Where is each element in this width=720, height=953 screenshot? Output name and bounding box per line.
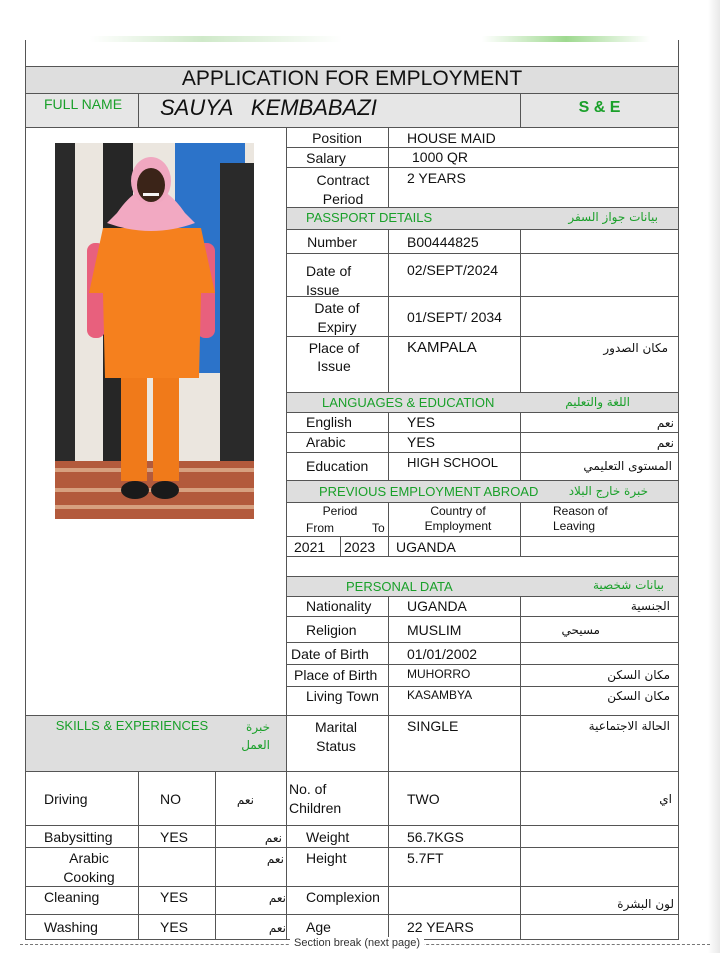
languages-section-title: LANGUAGES & EDUCATION xyxy=(322,395,495,410)
living-town-label: Living Town xyxy=(306,688,379,704)
nationality-ar: الجنسية xyxy=(630,599,670,613)
period-label: Period xyxy=(322,504,358,518)
children-label: No. of Children xyxy=(289,781,342,816)
skills-section-title: SKILLS & EXPERIENCES xyxy=(55,718,209,733)
employment-country: UGANDA xyxy=(396,539,456,555)
passport-number: B00444825 xyxy=(407,234,479,250)
employment-from: 2021 xyxy=(294,539,326,555)
country-of-employment-label: Country of Employment xyxy=(424,504,492,533)
issue-place-label: Place of Issue xyxy=(308,340,360,374)
marital-status-value: SINGLE xyxy=(407,718,459,734)
skill-babysitting-label: Babysitting xyxy=(44,829,113,845)
skill-washing-ar: نعم xyxy=(268,921,286,935)
issue-place: KAMPALA xyxy=(407,339,477,356)
dob-label: Date of Birth xyxy=(291,646,369,662)
employment-section-title-ar: خبرة خارج البلاد xyxy=(568,484,648,498)
reason-of-leaving-label: Reason of Leaving xyxy=(553,504,608,533)
employment-to: 2023 xyxy=(344,539,376,555)
pob-label: Place of Birth xyxy=(294,667,378,683)
passport-number-label: Number xyxy=(307,234,357,250)
children-value: TWO xyxy=(407,791,440,807)
education-label: Education xyxy=(306,458,369,474)
complexion-label: Complexion xyxy=(306,889,380,905)
english-label: English xyxy=(306,414,352,430)
to-label: To xyxy=(372,521,385,535)
passport-section-title: PASSPORT DETAILS xyxy=(306,210,433,225)
skill-cleaning-ar: نعم xyxy=(268,891,286,905)
agency-code: S & E xyxy=(578,99,621,116)
skill-washing-label: Washing xyxy=(44,919,98,935)
form-title: APPLICATION FOR EMPLOYMENT xyxy=(181,67,523,90)
skill-babysitting-value: YES xyxy=(160,829,189,845)
skill-driving-value: NO xyxy=(160,791,181,807)
education-value-ar: المستوى التعليمي xyxy=(583,459,672,473)
english-value: YES xyxy=(407,414,436,430)
contract-label: Contract Period xyxy=(316,172,370,207)
personal-section-title: PERSONAL DATA xyxy=(346,579,453,594)
page-edge xyxy=(708,0,720,953)
height-label: Height xyxy=(306,850,347,866)
from-label: From xyxy=(306,521,334,535)
skill-babysitting-ar: نعم xyxy=(264,831,282,845)
full-name: SAUYA KEMBABAZI xyxy=(160,95,377,120)
contract-value: 2 YEARS xyxy=(407,170,466,186)
salary-label: Salary xyxy=(306,150,346,166)
marital-status-label: Marital Status xyxy=(314,719,357,754)
skill-cleaning-value: YES xyxy=(160,889,189,905)
education-value: HIGH SCHOOL xyxy=(407,455,499,470)
religion-label: Religion xyxy=(306,622,357,638)
skill-washing-value: YES xyxy=(160,919,189,935)
pob-value: MUHORRO xyxy=(407,667,471,681)
arabic-value-ar: نعم xyxy=(656,436,674,450)
complexion-ar: لون البشرة xyxy=(617,897,674,911)
nationality-value: UGANDA xyxy=(407,598,467,614)
position-value: HOUSE MAID xyxy=(407,130,496,146)
children-ar: اي xyxy=(659,792,672,806)
skill-cleaning-label: Cleaning xyxy=(44,889,100,905)
english-value-ar: نعم xyxy=(656,416,674,430)
skill-arabic-cooking-label: Arabic Cooking xyxy=(63,850,115,885)
marital-status-ar: الحالة الاجتماعية xyxy=(588,719,670,733)
dob-value: 01/01/2002 xyxy=(407,646,478,662)
applicant-photo xyxy=(55,143,254,519)
skills-section-title-ar: خبرة العمل xyxy=(241,720,270,752)
height-value: 5.7FT xyxy=(407,850,444,866)
issue-date: 02/SEPT/2024 xyxy=(407,262,499,278)
languages-section-title-ar: اللغة والتعليم xyxy=(565,395,630,409)
nationality-label: Nationality xyxy=(306,598,372,614)
living-town-value: KASAMBYA xyxy=(407,688,473,702)
living-town-ar: مكان السكن xyxy=(607,689,670,703)
salary-value: 1000 QR xyxy=(412,149,469,165)
arabic-value: YES xyxy=(407,434,436,450)
passport-section-title-ar: بيانات جواز السفر xyxy=(568,210,658,224)
issue-place-ar: مكان الصدور xyxy=(603,341,668,355)
personal-section-title-ar: بيانات شخصية xyxy=(593,578,664,592)
section-break-label: Section break (next page) xyxy=(290,937,424,950)
full-name-label: FULL NAME xyxy=(44,96,123,112)
pob-ar: مكان السكن xyxy=(607,668,670,682)
age-label: Age xyxy=(306,919,331,935)
weight-value: 56.7KGS xyxy=(407,829,464,845)
expiry-date: 01/SEPT/ 2034 xyxy=(407,309,502,325)
age-value: 22 YEARS xyxy=(407,919,474,935)
religion-ar: مسيحي xyxy=(561,623,600,637)
arabic-label: Arabic xyxy=(306,434,346,450)
employment-section-title: PREVIOUS EMPLOYMENT ABROAD xyxy=(319,484,539,499)
weight-label: Weight xyxy=(306,829,350,845)
skill-driving-label: Driving xyxy=(44,791,88,807)
top-decoration xyxy=(90,36,650,42)
skill-driving-ar: نعم xyxy=(236,793,254,807)
religion-value: MUSLIM xyxy=(407,622,462,638)
position-label: Position xyxy=(312,130,362,146)
expiry-date-label: Date of Expiry xyxy=(314,300,360,335)
skill-arabic-cooking-ar: نعم xyxy=(266,852,284,866)
issue-date-label: Date of Issue xyxy=(306,263,352,298)
